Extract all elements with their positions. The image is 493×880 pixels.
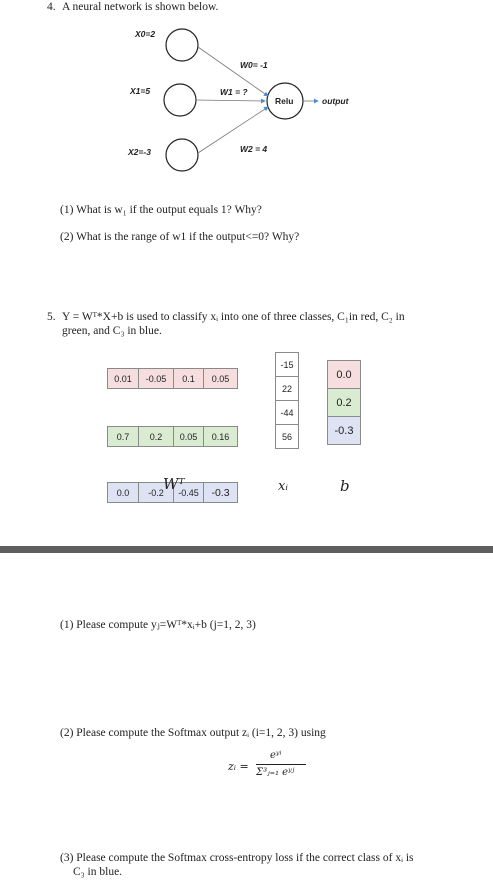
w-cell: 0.0	[108, 483, 139, 503]
input-label-0: X0=2	[135, 29, 156, 39]
input-vector	[275, 352, 299, 449]
w-cell: 0.1	[174, 369, 204, 389]
w-cell: 0.05	[174, 427, 204, 447]
b-cell: 0.0	[328, 361, 361, 389]
bias-vector-label: b	[340, 477, 350, 495]
w-cell: -0.2	[139, 483, 174, 503]
bias-vector	[327, 360, 361, 445]
input-node-2	[166, 139, 198, 171]
q4-subquestion-2: (2) What is the range of w1 if the output<=0? Why?	[60, 231, 300, 243]
b-cell: 0.2	[328, 389, 361, 417]
x-cell: -44	[276, 401, 299, 425]
input-vector-label: xᵢ	[278, 479, 288, 494]
w-cell: 0.2	[139, 427, 174, 447]
fraction-bar	[256, 764, 306, 765]
weight-row-1	[108, 427, 238, 447]
w-cell: 0.7	[108, 427, 139, 447]
w-cell: -0.3	[204, 483, 238, 503]
q5-part2: (2) Please compute the Softmax output zᵢ (i=1, 2, 3) using	[60, 727, 326, 739]
weight-label-2: W2 = 4	[240, 144, 268, 154]
w-cell: 0.01	[108, 369, 139, 389]
output-label: output	[322, 96, 349, 106]
neural-network-diagram	[0, 0, 493, 200]
q5-part3-line2: C₃ in blue.	[73, 866, 123, 878]
weight-spacer-row	[108, 389, 238, 427]
input-label-1: X1=5	[130, 86, 151, 96]
b-cell: -0.3	[328, 417, 361, 445]
q4-number: 4.	[47, 1, 56, 13]
q5-number: 5.	[47, 311, 56, 323]
weight-matrix-label: Wᵀ	[163, 475, 185, 493]
q5-part1: (1) Please compute yⱼ=Wᵀ*xᵢ+b (j=1, 2, 3)	[60, 619, 256, 631]
softmax-denominator: Σ³ⱼ₌₁ eʸʲ	[256, 767, 295, 778]
softmax-numerator: eʸⁱ	[270, 750, 282, 761]
relu-label: Relu	[275, 96, 294, 106]
edge-1	[196, 100, 265, 101]
x-cell: 22	[276, 377, 299, 401]
q5-part3-line1: (3) Please compute the Softmax cross-entropy loss if the correct class of xᵢ is	[60, 852, 414, 864]
q5-intro-line1: Y = Wᵀ*X+b is used to classify xᵢ into one of three classes, C₁in red, C₂ in	[62, 311, 405, 323]
q4-subquestion-1: (1) What is w₁ if the output equals 1? Why?	[60, 204, 262, 216]
w-cell: 0.16	[204, 427, 238, 447]
x-cell: -15	[276, 353, 299, 377]
page-divider	[0, 546, 493, 553]
q4-title: A neural network is shown below.	[62, 1, 219, 13]
w-cell: -0.45	[174, 483, 204, 503]
q5-intro-line2: green, and C₃ in blue.	[62, 325, 162, 337]
softmax-lhs: zᵢ =	[228, 760, 249, 773]
input-node-0	[166, 29, 198, 61]
weight-label-0: W0= -1	[240, 60, 268, 70]
weight-row-0	[108, 369, 238, 389]
x-cell: 56	[276, 425, 299, 449]
weight-label-1: W1 = ?	[220, 87, 248, 97]
w-cell: 0.05	[204, 369, 238, 389]
w-cell: -0.05	[139, 369, 174, 389]
input-label-2: X2=-3	[128, 147, 151, 157]
input-node-1	[164, 84, 196, 116]
